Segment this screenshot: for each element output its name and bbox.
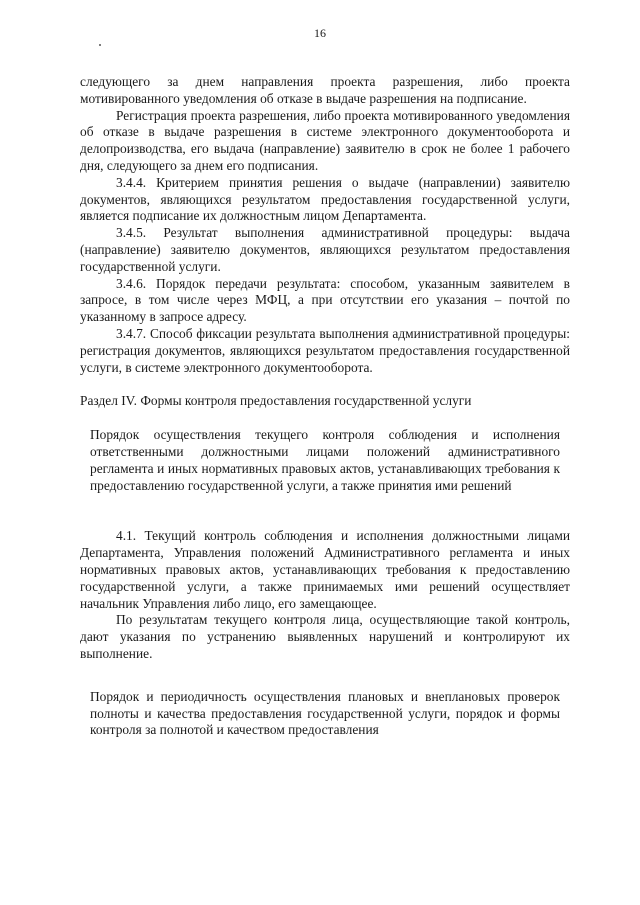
page-number: 16 [314,26,326,40]
paragraph-3-4-5: 3.4.5. Результат выполнения административной процедуры: выдача (направление) заявителю документов, являющихся результатом предоставления государственной услуги. [80,225,570,274]
document-body [80,74,570,739]
subsection-heading-current-control: Порядок осуществления текущего контроля соблюдения и исполнения ответственными должностными лицами положений административного регламента и иных нормативных правовых актов, устанавливающих требования к предоставлению государственной услуги, а также принятия ими решений [90,427,560,493]
paragraph-3-4-6: 3.4.6. Порядок передачи результата: способом, указанным заявителем в запросе, в том числе через МФЦ, а при отсутствии его указания – почтой по указанному в запросе адресу. [80,275,570,325]
paragraph-3-4-4: 3.4.4. Критерием принятия решения о выдаче (направлении) заявителю документов, являющихся результатом предоставления государственной услуги, является подписание их должностным лицом Департамента. [80,174,570,224]
subsection-heading-inspections: Порядок и периодичность осуществления плановых и внеплановых проверок полноты и качества предоставления государственной услуги, порядок и формы контроля за полнотой и качеством предоставления [90,688,560,738]
paragraph-3-4-7: 3.4.7. Способ фиксации результата выполнения административной процедуры: регистрация документов, являющихся результатом предоставления государственной услуги, в системе электронного документооборота. [80,325,570,375]
paragraph-registration: Регистрация проекта разрешения, либо проекта мотивированного уведомления об отказе в выдаче разрешения в системе электронного документооборота и делопроизводства, его выдача (направление) заявителю в срок не более 1 рабочего дня, следующего за днем его подписания. [80,107,570,173]
paragraph-control-results: По результатам текущего контроля лица, осуществляющие такой контроль, дают указания по устранению выявленных нарушений и контролируют их выполнение. [80,612,570,661]
section-heading: Раздел IV. Формы контроля предоставления государственной услуги [80,393,472,409]
paragraph-4-1: 4.1. Текущий контроль соблюдения и исполнения должностными лицами Департамента, Управления положений Административного регламента и иных нормативных правовых актов, устанавливающих требования к предоставлению государственной услуги, а также принимаемых ими решений осуществляет начальник Управления либо лицо, его замещающее. [80,528,570,611]
paragraph-continuation: следующего за днем направления проекта разрешения, либо проекта мотивированного уведомления об отказе в выдаче разрешения на подписание. [80,74,570,106]
scan-speck [99,44,101,46]
